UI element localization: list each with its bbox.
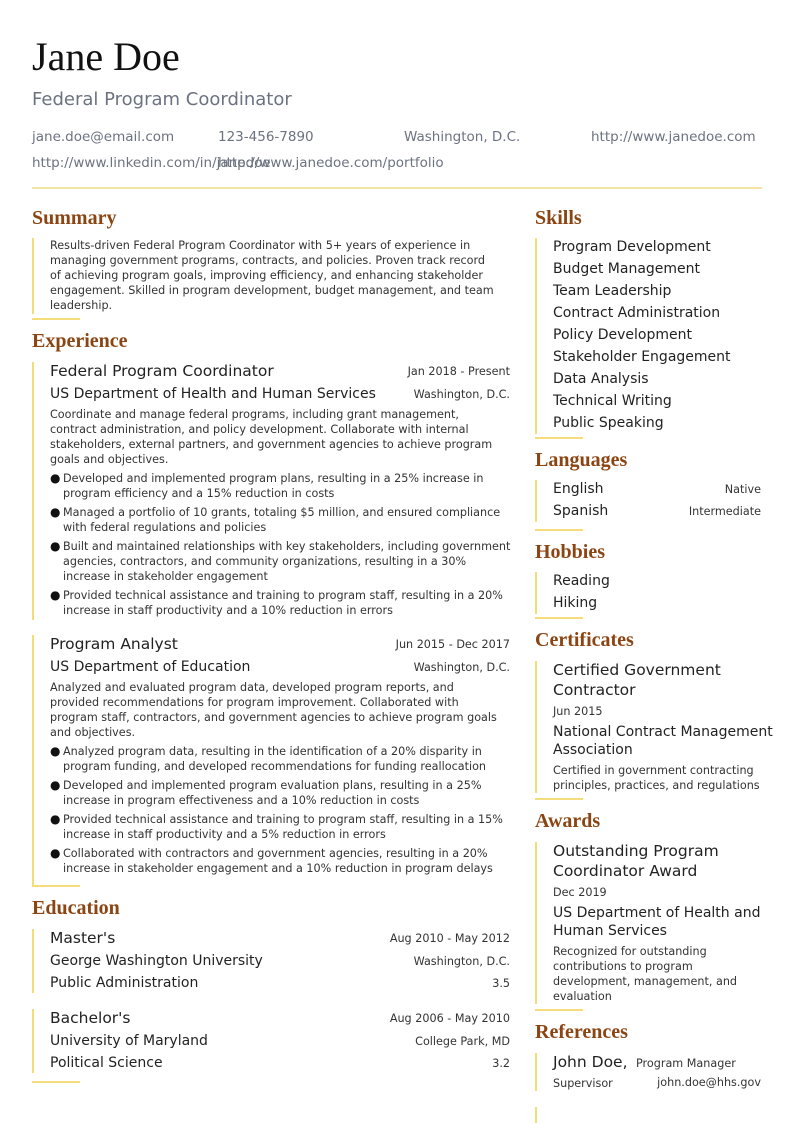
bullet-line: Provided technical assistance and training to program staff, resulting in a 20%: [63, 589, 503, 602]
degree-title: Bachelor's: [50, 1009, 131, 1027]
reference-role: Supervisor: [553, 1077, 613, 1090]
job-description-line: and objectives.: [50, 726, 136, 739]
bullet-line: Built and maintained relationships with key stakeholders, including government: [63, 540, 511, 553]
bullet-line: Analyzed program data, resulting in the identification of a 20% disparity in: [63, 745, 482, 758]
job-location: Washington, D.C.: [413, 388, 510, 401]
bullet-dot: ●: [50, 778, 61, 792]
experience-underline: [32, 885, 80, 887]
skill-item: Technical Writing: [553, 393, 672, 409]
bullet-dot: ●: [50, 588, 61, 602]
reference-email[interactable]: john.doe@hhs.gov: [657, 1076, 761, 1089]
achievement-bullet: [50, 588, 503, 618]
achievement-bullet: [50, 505, 501, 535]
summary-underline: [32, 318, 80, 320]
achievement-bullet: [50, 539, 511, 584]
field-of-study: Public Administration: [50, 975, 199, 991]
summary-line: leadership.: [50, 299, 113, 312]
award-issuer: US Department of Health and: [553, 905, 761, 921]
certificate-description: Certified in government contracting: [553, 764, 754, 777]
header-divider: [32, 187, 762, 189]
bullet-line: agencies, contractors, and community organizations, resulting in a 30%: [63, 555, 467, 568]
gpa-value: 3.5: [492, 977, 510, 990]
bullet-line: with federal regulations and policies: [63, 521, 267, 534]
references-heading: References: [535, 1021, 628, 1043]
certificate-name: Contractor: [553, 681, 636, 699]
skills-heading: Skills: [535, 207, 582, 229]
job-location: Washington, D.C.: [413, 661, 510, 674]
bullet-line: increase in staff productivity and a 5% reduction in errors: [63, 828, 386, 841]
certificate-issuer: Association: [553, 742, 633, 758]
bullet-line: increase in staff productivity and a 10% reduction in errors: [63, 604, 393, 617]
summary-accent-bar: [32, 238, 34, 314]
education-dates: Aug 2006 - May 2010: [389, 1012, 510, 1025]
language-name: English: [553, 481, 604, 497]
website-link[interactable]: http://www.janedoe.com: [591, 129, 756, 145]
award-name: Outstanding Program: [553, 842, 719, 860]
job-dates: Jun 2015 - Dec 2017: [395, 638, 510, 651]
job-organization: US Department of Education: [50, 659, 251, 675]
bullet-line: Developed and implemented program plans, resulting in a 25% increase in: [63, 472, 484, 485]
achievement-bullet: [50, 744, 487, 774]
job-description-line: provided recommendations for program improvement. Collaborated with: [50, 696, 459, 709]
skills-underline: [535, 437, 583, 439]
certificate-date: Jun 2015: [553, 705, 603, 718]
award-description: contributions to program: [553, 960, 693, 973]
reference-position: Program Manager: [636, 1057, 736, 1070]
skill-item: Stakeholder Engagement: [553, 349, 731, 365]
skill-item: Program Development: [553, 239, 711, 255]
bullet-dot: ●: [50, 471, 61, 485]
bullet-dot: ●: [50, 812, 61, 826]
awards-accent-bar: [535, 842, 537, 1004]
bullet-line: increase in program effectiveness and a 10% reduction in costs: [63, 794, 420, 807]
bullet-line: Developed and implemented program evaluation plans, resulting in a 25%: [63, 779, 482, 792]
portfolio-link[interactable]: http://www.janedoe.com/portfolio: [218, 155, 444, 171]
hobbies-underline: [535, 617, 583, 619]
hobbies-heading: Hobbies: [535, 541, 606, 563]
linkedin-link[interactable]: http://www.linkedin.com/in/janedoe: [32, 155, 271, 171]
hobby-item: Reading: [553, 573, 610, 589]
award-name: Coordinator Award: [553, 862, 698, 880]
phone-number: 123-456-7890: [218, 129, 314, 145]
job-description-line: goals and objectives.: [50, 453, 169, 466]
languages-heading: Languages: [535, 449, 628, 471]
hobbies-accent-bar: [535, 572, 537, 614]
school-name: University of Maryland: [50, 1033, 208, 1049]
bullet-line: Provided technical assistance and training to program staff, resulting in a 15%: [63, 813, 503, 826]
degree-title: Master's: [50, 929, 116, 947]
bullet-line: increase in stakeholder engagement: [63, 570, 268, 583]
location-text: Washington, D.C.: [404, 129, 521, 145]
education-underline: [32, 1081, 80, 1083]
summary-line: managing government programs, contracts, and policies. Proven track record: [50, 254, 486, 267]
skill-item: Public Speaking: [553, 415, 664, 431]
job-description-line: Analyzed and evaluated program data, developed program reports, and: [50, 681, 454, 694]
job-description-line: Coordinate and manage federal programs, including grant management,: [50, 408, 459, 421]
language-level: Native: [724, 483, 761, 496]
references-accent-bar: [535, 1053, 537, 1091]
education-heading: Education: [32, 897, 120, 919]
award-description: Recognized for outstanding: [553, 945, 707, 958]
hobby-item: Hiking: [553, 595, 598, 611]
candidate-name: Jane Doe: [32, 34, 180, 79]
skill-item: Budget Management: [553, 261, 701, 277]
job-accent-bar: [32, 362, 34, 620]
bullet-dot: ●: [50, 846, 61, 860]
job-title: Federal Program Coordinator: [50, 362, 274, 380]
award-description: evaluation: [553, 990, 612, 1003]
languages-accent-bar: [535, 480, 537, 522]
summary-line: Results-driven Federal Program Coordinator with 5+ years of experience in: [50, 239, 471, 252]
skills-accent-bar: [535, 238, 537, 434]
references-accent-bar-end: [535, 1107, 537, 1123]
bullet-dot: ●: [50, 505, 61, 519]
skill-item: Team Leadership: [553, 283, 672, 299]
languages-underline: [535, 529, 583, 531]
job-description-line: contract administration, and policy development. Collaborate with internal: [50, 423, 469, 436]
candidate-title: Federal Program Coordinator: [32, 89, 292, 110]
bullet-line: program efficiency and a 15% reduction in costs: [63, 487, 335, 500]
email-link[interactable]: jane.doe@email.com: [32, 129, 175, 145]
bullet-line: increase in stakeholder engagement and a 10% reduction in program delays: [63, 862, 493, 875]
summary-line: of achieving program goals, improving efficiency, and enhancing stakeholder: [50, 269, 483, 282]
language-name: Spanish: [553, 503, 609, 519]
skill-item: Contract Administration: [553, 305, 721, 321]
education-accent-bar: [32, 1009, 34, 1073]
certificates-accent-bar: [535, 661, 537, 793]
bullet-dot: ●: [50, 744, 61, 758]
achievement-bullet: [50, 846, 493, 876]
experience-heading: Experience: [32, 330, 128, 352]
language-level: Intermediate: [688, 505, 761, 518]
job-description-line: stakeholders, external partners, and government agencies to achieve program: [50, 438, 493, 451]
award-description: development, management, and: [553, 975, 738, 988]
gpa-value: 3.2: [492, 1057, 510, 1070]
job-dates: Jan 2018 - Present: [407, 365, 510, 378]
education-dates: Aug 2010 - May 2012: [389, 932, 510, 945]
reference-name: John Doe,: [553, 1053, 628, 1071]
job-accent-bar: [32, 635, 34, 885]
summary-line: engagement. Skilled in program development, budget management, and team: [50, 284, 494, 297]
awards-heading: Awards: [535, 810, 601, 832]
job-title: Program Analyst: [50, 635, 178, 653]
bullet-dot: ●: [50, 539, 61, 553]
summary-heading: Summary: [32, 207, 117, 229]
bullet-line: Collaborated with contractors and government agencies, resulting in a 20%: [63, 847, 488, 860]
skill-item: Policy Development: [553, 327, 692, 343]
job-organization: US Department of Health and Human Services: [50, 386, 376, 402]
field-of-study: Political Science: [50, 1055, 163, 1071]
certificate-name: Certified Government: [553, 661, 721, 679]
school-location: College Park, MD: [415, 1035, 510, 1048]
award-date: Dec 2019: [553, 886, 607, 899]
education-accent-bar: [32, 929, 34, 993]
certificate-issuer: National Contract Management: [553, 724, 773, 740]
certificates-underline: [535, 798, 583, 800]
achievement-bullet: [50, 812, 503, 842]
certificates-heading: Certificates: [535, 629, 634, 651]
job-description-line: program staff, contractors, and government agencies to achieve program goals: [50, 711, 497, 724]
award-issuer: Human Services: [553, 923, 667, 939]
bullet-line: program funding, and developed recommendations for funding reallocation: [63, 760, 487, 773]
skill-item: Data Analysis: [553, 371, 649, 387]
achievement-bullet: [50, 471, 484, 501]
school-name: George Washington University: [50, 953, 263, 969]
achievement-bullet: [50, 778, 482, 808]
certificate-description: principles, practices, and regulations: [553, 779, 760, 792]
school-location: Washington, D.C.: [413, 955, 510, 968]
awards-underline: [535, 1009, 583, 1011]
bullet-line: Managed a portfolio of 10 grants, totaling $5 million, and ensured compliance: [63, 506, 501, 519]
